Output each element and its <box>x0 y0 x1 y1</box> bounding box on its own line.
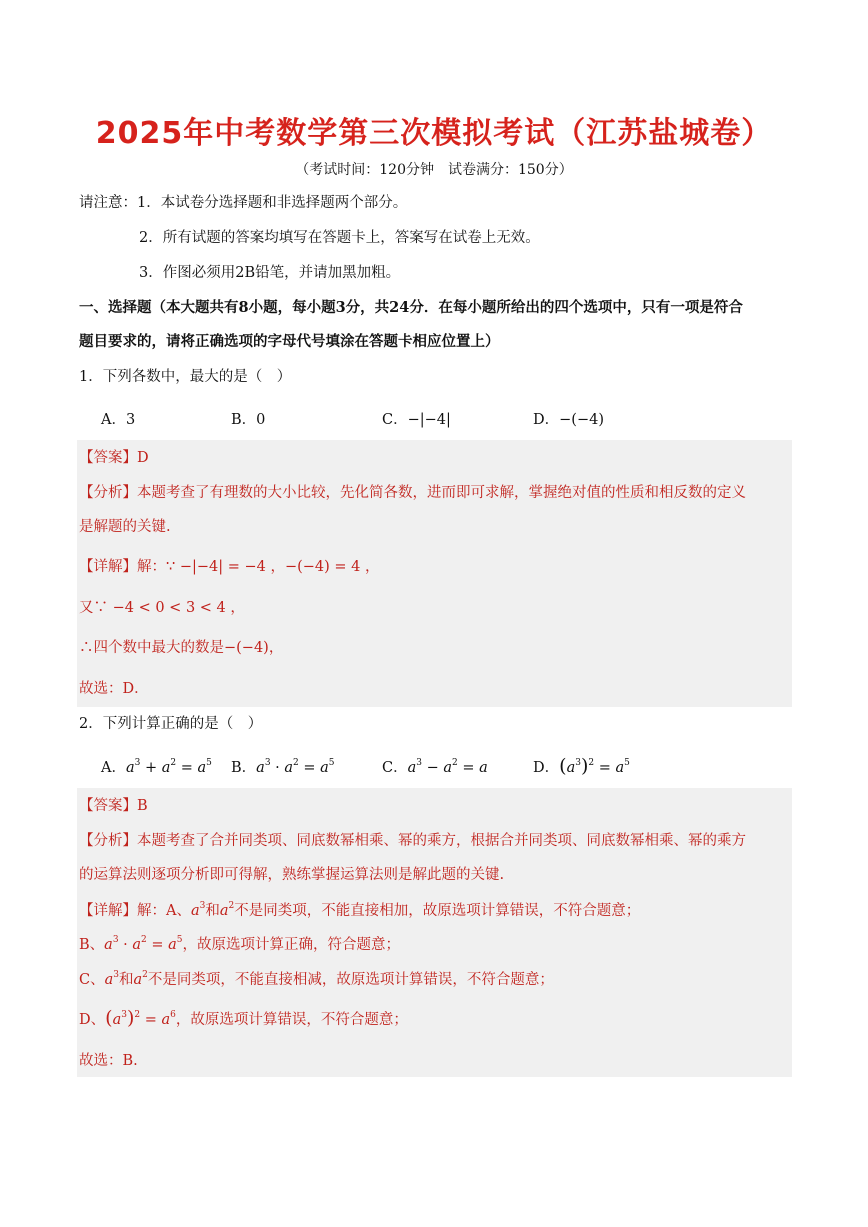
q1-option-c-expr: −|−4| <box>407 412 451 428</box>
exam-subtitle: （考试时间：120分钟 试卷满分：150分） <box>295 162 573 178</box>
q2-detail-b-post: ，故原选项计算正确，符合题意； <box>182 937 401 953</box>
q2-stem: 2．下列计算正确的是（ ） <box>79 716 263 732</box>
q1-option-c <box>382 408 451 429</box>
q2-detail-b: B、$a^3 \cdot a^2 = a^5$，故原选项计算正确，符合题意； <box>79 935 401 953</box>
q2-option-c: C．$a^3 - a^2 = a$ <box>382 758 488 776</box>
note-item-1: 1．本试卷分选择题和非选择题两个部分。 <box>137 195 408 211</box>
q2-detail-c-post: 不是同类项，不能直接相减，故原选项计算错误，不符合题意； <box>147 972 554 988</box>
q1-option-d <box>533 408 604 429</box>
q2-option-a-label: A． <box>101 760 126 776</box>
q2-detail-a: 【详解】解：A、$a^3$和$a^2$不是同类项，不能直接相加，故原选项计算错误，不符合题意； <box>79 901 641 919</box>
q2-detail-c-pre: C、 <box>79 972 105 988</box>
q2-option-b: B．$a^3 \cdot a^2 = a^5$ <box>231 758 335 776</box>
q1-option-b: B．0 <box>231 412 266 428</box>
q1-step-3-expr: −(−4) <box>224 640 269 656</box>
q2-detail-d-post: ，故原选项计算错误，不符合题意； <box>175 1012 408 1028</box>
exam-title: 2025年中考数学第三次模拟考试（江苏盐城卷） <box>95 116 773 151</box>
q1-detail-expr: ∵ −|−4| = −4 ，−(−4) = 4 ， <box>166 559 380 575</box>
q2-option-a: A．$a^3 + a^2 = a^5$ <box>101 758 212 776</box>
q1-answer: 【答案】D <box>79 450 149 466</box>
q1-step-3 <box>79 638 283 658</box>
q1-conclusion: 故选：D． <box>79 681 149 697</box>
q1-step-3-end: ， <box>268 640 284 656</box>
q2-option-d-label: D． <box>533 760 560 776</box>
q2-option-c-label: C． <box>382 760 408 776</box>
section-heading-line-1: 一、选择题（本大题共有8小题，每小题3分，共24分．在每小题所给出的四个选项中，只有一项是符合 <box>79 299 743 316</box>
section-heading-line-2: 题目要求的，请将正确选项的字母代号填涂在答题卡相应位置上） <box>79 333 500 350</box>
q2-option-d: D．$(a^3)^2 = a^5$ <box>533 755 630 777</box>
q2-answer: 【答案】B <box>79 798 148 814</box>
q1-stem: 1．下列各数中，最大的是（ ） <box>79 369 292 385</box>
q2-conclusion: 故选：B. <box>79 1053 138 1069</box>
q2-analysis-line-2: 的运算法则逐项分析即可得解，熟练掌握运算法则是解此题的关键. <box>79 867 505 883</box>
q1-step-3-text: ∴四个数中最大的数是 <box>79 640 224 656</box>
q1-option-d-label: D． <box>533 412 560 428</box>
q1-analysis-line-1: 【分析】本题考查了有理数的大小比较，先化简各数，进而即可求解，掌握绝对值的性质和相反数的定义 <box>79 485 746 501</box>
q2-detail-a-pre: 【详解】解：A、 <box>79 903 191 919</box>
q1-analysis-line-2: 是解题的关键. <box>79 519 171 535</box>
q1-detail-line <box>79 557 380 577</box>
q2-analysis-line-1: 【分析】本题考查了合并同类项、同底数幂相乘、幂的乘方，根据合并同类项、同底数幂相乘、幂的乘方 <box>79 833 746 849</box>
q1-detail-label: 【详解】解： <box>79 559 166 575</box>
notes-line-1 <box>79 193 407 213</box>
q1-option-c-label: C． <box>382 412 408 428</box>
note-item-3: 3．作图必须用2B铅笔，并请加黑加粗。 <box>139 265 401 281</box>
q1-option-a: A．3 <box>101 412 136 428</box>
q2-option-b-label: B． <box>231 760 257 776</box>
q2-detail-c: C、$a^3$和$a^2$不是同类项，不能直接相减，故原选项计算错误，不符合题意； <box>79 970 554 988</box>
q2-detail-c-and: 和 <box>119 972 134 988</box>
q2-detail-d-pre: D、 <box>79 1012 106 1028</box>
q2-detail-b-pre: B、 <box>79 937 105 953</box>
q2-detail-a-and: 和 <box>205 903 220 919</box>
q1-step-2: 又∵ −4 < 0 < 3 < 4 ， <box>79 600 245 616</box>
note-item-2: 2．所有试题的答案均填写在答题卡上，答案写在试卷上无效。 <box>139 230 540 246</box>
notes-lead: 请注意： <box>79 195 137 211</box>
q1-option-d-expr: −(−4) <box>559 412 604 428</box>
q2-detail-a-post: 不是同类项，不能直接相加，故原选项计算错误，不符合题意； <box>234 903 641 919</box>
q2-detail-d: D、$(a^3)^2 = a^6$，故原选项计算错误，不符合题意； <box>79 1007 408 1029</box>
